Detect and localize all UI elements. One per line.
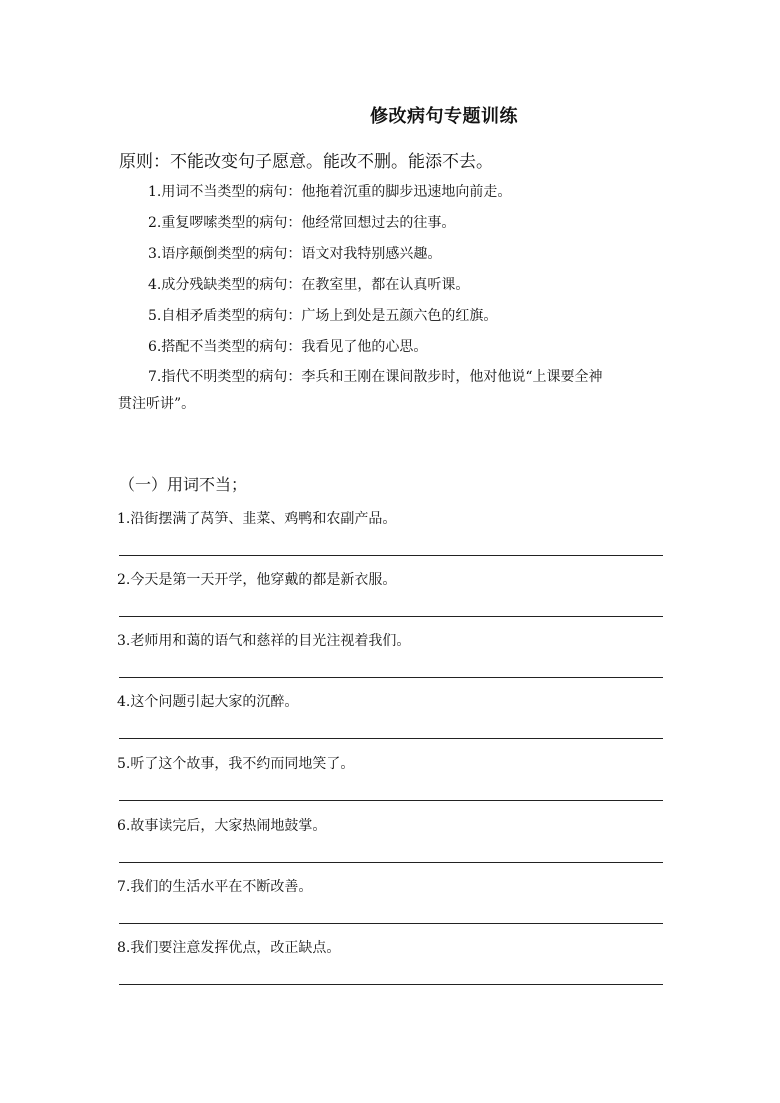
exercise-sentence: 8.我们要注意发挥优点，改正缺点。: [117, 940, 341, 956]
answer-line[interactable]: [119, 862, 663, 863]
exercise-item: [117, 571, 663, 589]
error-type-item: 4.成分残缺类型的病句：在教室里，都在认真听课。: [148, 277, 470, 293]
exercise-item: [117, 632, 663, 650]
exercise-sentence: 7.我们的生活水平在不断改善。: [117, 879, 313, 895]
exercise-item: [117, 693, 663, 711]
exercise-sentence: 5.听了这个故事，我不约而同地笑了。: [117, 756, 355, 772]
page-title: 修改病句专题训练: [370, 106, 518, 127]
error-type-item: 5.自相矛盾类型的病句：广场上到处是五颜六色的红旗。: [148, 308, 498, 324]
answer-line[interactable]: [119, 555, 663, 556]
error-type-7-line1: 7.指代不明类型的病句：李兵和王刚在课间散步时，他对他说“上课要全神: [148, 369, 603, 385]
answer-line[interactable]: [119, 923, 663, 924]
error-type-7-line2: 贯注听讲”。: [118, 396, 196, 412]
answer-line[interactable]: [119, 800, 663, 801]
exercise-item: [117, 817, 663, 835]
exercise-item: [117, 510, 663, 528]
exercise-sentence: 6.故事读完后，大家热闹地鼓掌。: [117, 818, 327, 834]
error-type-item: 1.用词不当类型的病句：他拖着沉重的脚步迅速地向前走。: [148, 184, 512, 200]
exercise-item: [117, 878, 663, 896]
answer-line[interactable]: [119, 984, 663, 985]
answer-line[interactable]: [119, 677, 663, 678]
error-type-item-7: [118, 364, 708, 418]
answer-line[interactable]: [119, 616, 663, 617]
error-type-item: 2.重复啰嗦类型的病句：他经常回想过去的往事。: [148, 215, 456, 231]
section-heading: （一）用词不当；: [119, 475, 248, 494]
exercise-item: [117, 939, 663, 957]
exercise-item: [117, 755, 663, 773]
error-type-item: 6.搭配不当类型的病句：我看见了他的心思。: [148, 339, 428, 355]
principle-statement: 原则：不能改变句子愿意。能改不删。能添不去。: [119, 152, 493, 172]
exercise-sentence: 1.沿街摆满了莴笋、韭菜、鸡鸭和农副产品。: [117, 511, 397, 527]
exercise-sentence: 2.今天是第一天开学，他穿戴的都是新衣服。: [117, 572, 397, 588]
exercise-sentence: 4.这个问题引起大家的沉醉。: [117, 694, 299, 710]
error-type-item: 3.语序颠倒类型的病句：语文对我特别感兴趣。: [148, 246, 442, 262]
exercise-sentence: 3.老师用和蔼的语气和慈祥的目光注视着我们。: [117, 633, 411, 649]
error-type-list: [118, 183, 708, 418]
answer-line[interactable]: [119, 738, 663, 739]
